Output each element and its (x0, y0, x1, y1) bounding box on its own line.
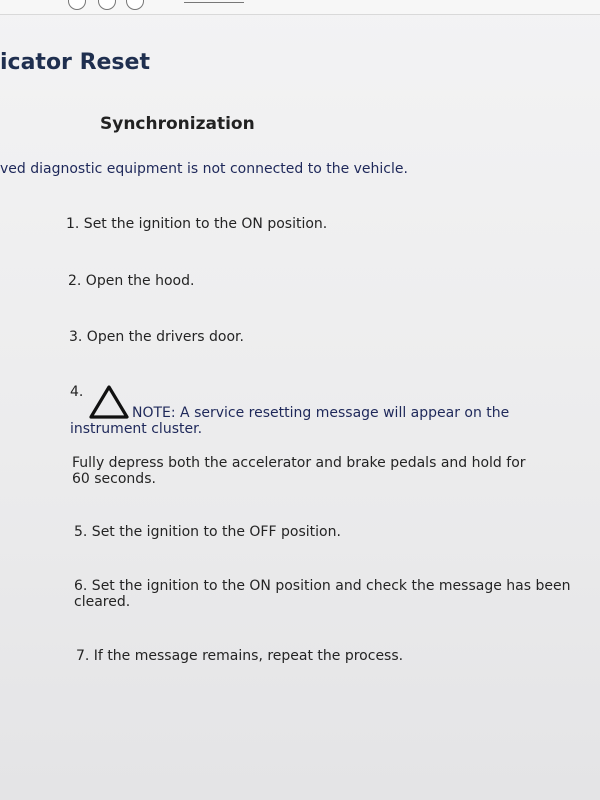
step-7: 7. If the message remains, repeat the process. (76, 648, 404, 664)
step-5: 5. Set the ignition to the OFF position. (74, 524, 341, 540)
step-2: 2. Open the hood. (68, 273, 195, 289)
toolbar-divider (184, 2, 244, 3)
step-4-body: Fully depress both the accelerator and brake pedals and hold for 60 seconds. (72, 455, 530, 488)
step-4-number: 4. (70, 384, 84, 400)
step-3: 3. Open the drivers door. (69, 329, 244, 345)
intro-text: ved diagnostic equipment is not connected to the vehicle. (0, 161, 408, 177)
note-line-2: instrument cluster. (70, 421, 203, 438)
toolbar-icon[interactable] (126, 0, 144, 10)
toolbar-icon[interactable] (98, 0, 116, 10)
section-subtitle: Synchronization (100, 114, 255, 134)
step-6: 6. Set the ignition to the ON position and check the message has been cleared. (74, 578, 575, 611)
step-1: 1. Set the ignition to the ON position. (66, 216, 328, 232)
note-text (70, 405, 540, 437)
top-toolbar (0, 0, 600, 15)
toolbar-icon[interactable] (68, 0, 86, 10)
page-title: icator Reset (0, 50, 150, 75)
note-line-1: NOTE: A service resetting message will appear on the (132, 405, 510, 421)
